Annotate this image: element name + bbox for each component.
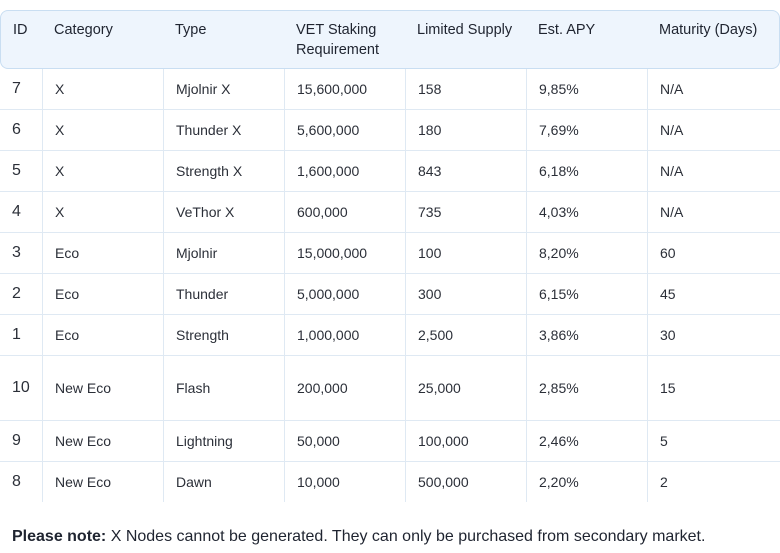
cell-id: 6 [0, 110, 42, 151]
cell-supply: 500,000 [405, 462, 526, 502]
table-row [0, 69, 780, 110]
footnote-text: X Nodes cannot be generated. They can only be purchased from secondary market. [106, 528, 706, 545]
table-row [0, 192, 780, 233]
cell-type: VeThor X [163, 192, 284, 233]
cell-id: 1 [0, 315, 42, 356]
cell-vet: 10,000 [284, 462, 405, 502]
cell-type: Thunder [163, 274, 284, 315]
table-header [0, 10, 780, 69]
cell-vet: 600,000 [284, 192, 405, 233]
cell-maturity: 30 [647, 315, 780, 356]
header-vet-staking-requirement: VET Staking Requirement [284, 10, 405, 69]
header-maturity-days: Maturity (Days) [647, 10, 780, 69]
table-body [0, 69, 780, 502]
cell-maturity: N/A [647, 192, 780, 233]
table-row [0, 274, 780, 315]
cell-apy: 8,20% [526, 233, 647, 274]
cell-category: New Eco [42, 421, 163, 462]
cell-maturity: N/A [647, 151, 780, 192]
cell-maturity: 2 [647, 462, 780, 502]
cell-category: Eco [42, 274, 163, 315]
cell-type: Strength [163, 315, 284, 356]
cell-type: Dawn [163, 462, 284, 502]
cell-vet: 200,000 [284, 356, 405, 421]
cell-id: 5 [0, 151, 42, 192]
cell-category: Eco [42, 233, 163, 274]
cell-apy: 2,20% [526, 462, 647, 502]
cell-vet: 15,000,000 [284, 233, 405, 274]
cell-type: Strength X [163, 151, 284, 192]
cell-apy: 7,69% [526, 110, 647, 151]
header-row [0, 10, 780, 69]
cell-apy: 4,03% [526, 192, 647, 233]
cell-maturity: 5 [647, 421, 780, 462]
cell-apy: 6,18% [526, 151, 647, 192]
cell-vet: 50,000 [284, 421, 405, 462]
cell-vet: 5,600,000 [284, 110, 405, 151]
header-limited-supply: Limited Supply [405, 10, 526, 69]
table-row [0, 421, 780, 462]
cell-apy: 3,86% [526, 315, 647, 356]
cell-id: 7 [0, 69, 42, 110]
cell-vet: 1,600,000 [284, 151, 405, 192]
footnote [12, 528, 705, 546]
header-est-apy: Est. APY [526, 10, 647, 69]
cell-category: Eco [42, 315, 163, 356]
footnote-label: Please note: [12, 528, 107, 545]
cell-supply: 300 [405, 274, 526, 315]
cell-maturity: N/A [647, 110, 780, 151]
cell-category: X [42, 192, 163, 233]
cell-maturity: 45 [647, 274, 780, 315]
table-row [0, 233, 780, 274]
cell-supply: 180 [405, 110, 526, 151]
table-row [0, 462, 780, 502]
cell-id: 2 [0, 274, 42, 315]
cell-vet: 15,600,000 [284, 69, 405, 110]
cell-id: 4 [0, 192, 42, 233]
cell-id: 10 [0, 356, 42, 421]
table-row [0, 110, 780, 151]
cell-category: X [42, 151, 163, 192]
cell-id: 3 [0, 233, 42, 274]
cell-id: 8 [12, 473, 21, 490]
table-row [0, 151, 780, 192]
node-types-table [0, 10, 780, 502]
cell-supply: 100,000 [405, 421, 526, 462]
header-id: ID [0, 10, 42, 69]
table-row [0, 315, 780, 356]
cell-supply: 158 [405, 69, 526, 110]
cell-supply: 843 [405, 151, 526, 192]
cell-supply: 735 [405, 192, 526, 233]
header-category: Category [42, 10, 163, 69]
cell-vet: 5,000,000 [284, 274, 405, 315]
cell-apy: 2,46% [526, 421, 647, 462]
cell-type: Mjolnir X [163, 69, 284, 110]
cell-category: New Eco [42, 356, 163, 421]
cell-maturity: N/A [647, 69, 780, 110]
cell-apy: 2,85% [526, 356, 647, 421]
cell-category: X [42, 69, 163, 110]
cell-type: Flash [163, 356, 284, 421]
cell-id: 9 [0, 421, 42, 462]
cell-category: New Eco [42, 462, 163, 502]
cell-type: Lightning [163, 421, 284, 462]
cell-maturity: 15 [647, 356, 780, 421]
table-row [0, 356, 780, 421]
cell-apy: 9,85% [526, 69, 647, 110]
cell-supply: 25,000 [405, 356, 526, 421]
cell-maturity: 60 [647, 233, 780, 274]
cell-supply: 100 [405, 233, 526, 274]
cell-type: Thunder X [163, 110, 284, 151]
cell-vet: 1,000,000 [284, 315, 405, 356]
cell-supply: 2,500 [405, 315, 526, 356]
cell-category: X [42, 110, 163, 151]
header-type: Type [163, 10, 284, 69]
cell-apy: 6,15% [526, 274, 647, 315]
cell-type: Mjolnir [163, 233, 284, 274]
